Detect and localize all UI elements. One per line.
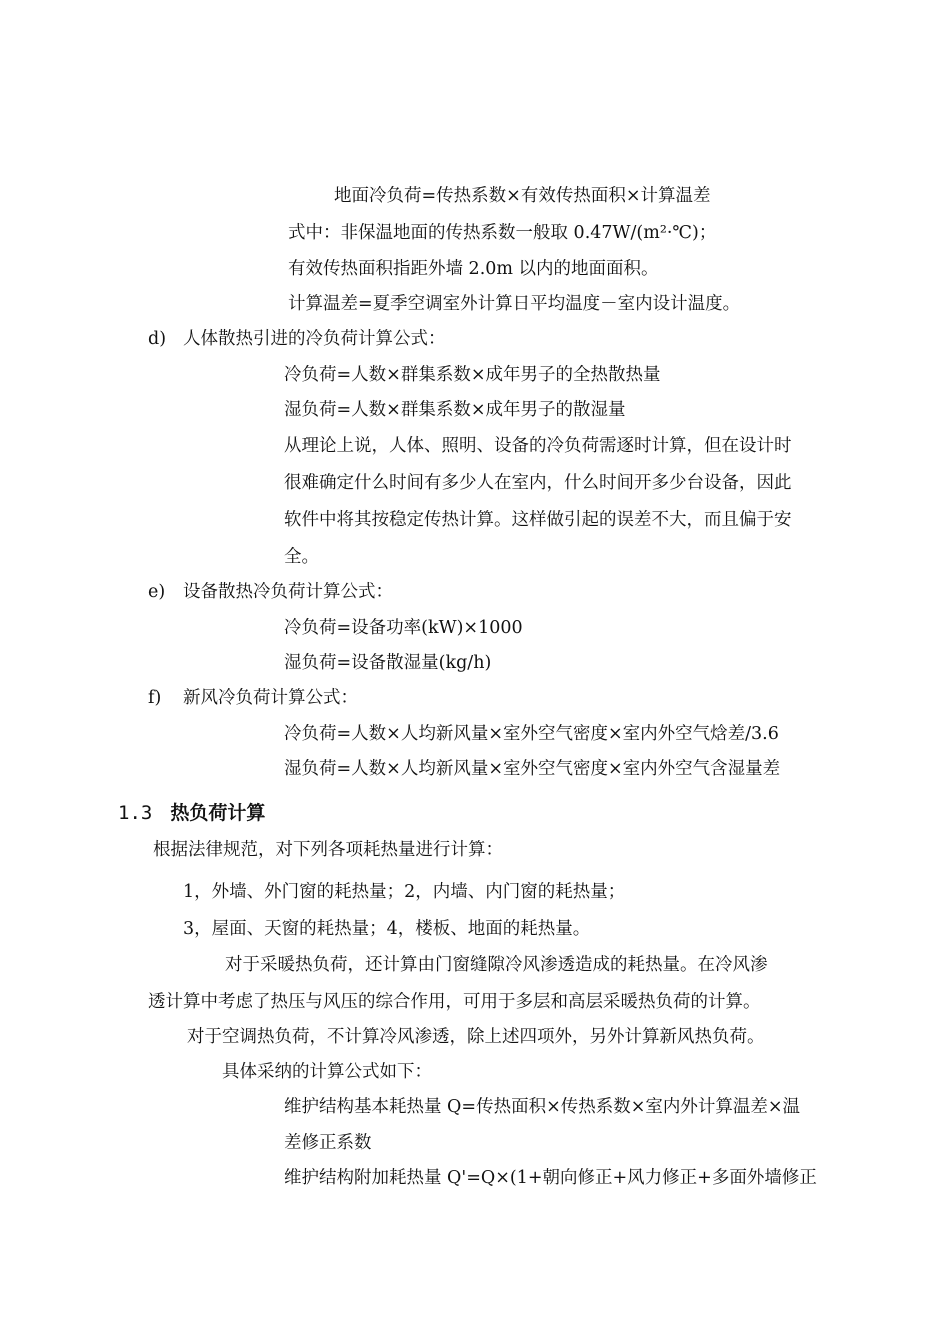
- paragraph-line: 具体采纳的计算公式如下：: [222, 1062, 432, 1082]
- paragraph-line: 透计算中考虑了热压与风压的综合作用，可用于多层和高层采暖热负荷的计算。: [148, 992, 761, 1012]
- section-title: 热负荷计算: [170, 802, 266, 824]
- formula-line: 冷负荷=人数×群集系数×成年男子的全热散热量: [284, 365, 661, 385]
- paragraph-line: 根据法律规范，对下列各项耗热量进行计算：: [153, 840, 503, 860]
- list-label-e: e): [148, 582, 166, 602]
- list-item-f: 新风冷负荷计算公式：: [183, 688, 358, 708]
- paragraph-line: 1，外墙、外门窗的耗热量；2，内墙、内门窗的耗热量；: [183, 882, 626, 902]
- formula-line: 冷负荷=人数×人均新风量×室外空气密度×室内外空气焓差/3.6: [284, 724, 779, 744]
- paragraph-line: 从理论上说，人体、照明、设备的冷负荷需逐时计算，但在设计时: [284, 436, 792, 456]
- temperature-note: 计算温差=夏季空调室外计算日平均温度－室内设计温度。: [288, 294, 741, 314]
- list-item-d: 人体散热引进的冷负荷计算公式：: [183, 329, 446, 349]
- paragraph-line: 对于采暖热负荷，还计算由门窗缝隙冷风渗透造成的耗热量。在冷风渗: [225, 955, 768, 975]
- paragraph-line: 很难确定什么时间有多少人在室内，什么时间开多少台设备，因此: [284, 473, 792, 493]
- formula-line: 冷负荷=设备功率(kW)×1000: [284, 618, 523, 638]
- list-label-d: d): [148, 329, 167, 349]
- list-item-e: 设备散热冷负荷计算公式：: [183, 582, 393, 602]
- formula-line: 维护结构基本耗热量 Q=传热面积×传热系数×室内外计算温差×温: [284, 1097, 801, 1117]
- paragraph-line: 3，屋面、天窗的耗热量；4，楼板、地面的耗热量。: [183, 919, 591, 939]
- paragraph-line: 全。: [284, 547, 319, 567]
- formula-line: 湿负荷=设备散湿量(kg/h): [284, 653, 492, 673]
- section-heading: [118, 800, 265, 826]
- formula-line: 湿负荷=人数×人均新风量×室外空气密度×室内外空气含湿量差: [284, 759, 781, 779]
- floor-cooling-formula: 地面冷负荷=传热系数×有效传热面积×计算温差: [334, 186, 711, 206]
- paragraph-line: 软件中将其按稳定传热计算。这样做引起的误差不大，而且偏于安: [284, 510, 792, 530]
- formula-line: 维护结构附加耗热量 Q'=Q×(1+朝向修正+风力修正+多面外墙修正: [284, 1168, 817, 1188]
- list-label-f: f): [148, 688, 162, 708]
- section-number: 1.3: [118, 802, 153, 824]
- paragraph-line: 对于空调热负荷，不计算冷风渗透，除上述四项外，另外计算新风热负荷。: [187, 1027, 765, 1047]
- coefficient-note: 式中：非保温地面的传热系数一般取 0.47W/(m²·℃)；: [288, 223, 717, 243]
- formula-line: 差修正系数: [284, 1133, 372, 1153]
- formula-line: 湿负荷=人数×群集系数×成年男子的散湿量: [284, 400, 626, 420]
- area-note: 有效传热面积指距外墙 2.0m 以内的地面面积。: [288, 259, 659, 279]
